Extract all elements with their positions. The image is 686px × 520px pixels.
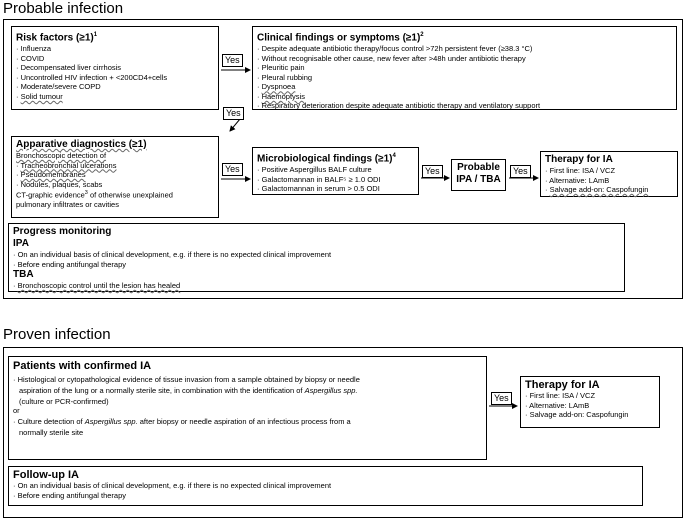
proven-section-title: Proven infection <box>3 326 111 343</box>
therapy-title: Therapy for IA <box>525 379 600 391</box>
or-text: or <box>13 406 20 415</box>
list-item: · Decompensated liver cirrhosis <box>16 63 214 73</box>
list-item: · Pleural rubbing <box>257 73 672 83</box>
list-item: · Influenza <box>16 44 214 54</box>
list-item: · Despite adequate antibiotic therapy/focus control >72h persistent fever (≥38.3 °C) <box>257 44 672 54</box>
list-item: · Nodules, plaques, scabs <box>16 180 214 190</box>
list-item: · Before ending antifungal therapy <box>13 491 638 501</box>
list-item: · Without recognisable other cause, new fever after >48h under antibiotic therapy <box>257 54 672 64</box>
list-item: · Alternative: LAmB <box>525 401 655 411</box>
apparative-diagnostics-box <box>11 136 219 218</box>
list-item: · COVID <box>16 54 214 64</box>
list-item: · Solid tumour <box>16 92 214 102</box>
clinical-findings-title: Clinical findings or symptoms (≥1)$^2$ <box>257 32 424 44</box>
apparative-line: Bronchoscopic detection of <box>16 151 107 160</box>
list-item: · Dyspnoea <box>257 82 672 92</box>
list-item: · Bronchoscopic control until the lesion has healed <box>13 281 620 291</box>
list-item: · Uncontrolled HIV infection + <200CD4+cells <box>16 73 214 83</box>
yes-label-proven: Yes <box>491 392 512 405</box>
progress-monitoring-title: Progress monitoring <box>13 226 112 237</box>
yes-label-3: Yes <box>222 163 243 176</box>
list-item: · Pleuritic pain <box>257 63 672 73</box>
risk-factors-title: Risk factors (≥1)$^1$ <box>16 32 98 44</box>
therapy-box-proven <box>520 376 660 428</box>
list-item: · Haemoptysis <box>257 92 672 102</box>
list-item: · Galactomannan in BALF⁵ ≥ 1.0 ODI <box>257 175 414 185</box>
list-item: · First line: ISA / VCZ <box>525 391 655 401</box>
list-item: · On an individual basis of clinical development, e.g. if there is no expected clinical improvement <box>13 250 620 260</box>
list-item: · Positive Aspergillus BALF culture <box>257 165 414 175</box>
list-item: · Salvage add-on: Caspofungin <box>545 185 673 195</box>
arrow-clinical-to-apparative <box>230 119 240 131</box>
apparative-diagnostics-title: Apparative diagnostics (≥1) <box>16 139 147 150</box>
list-item: · Salvage add-on: Caspofungin <box>525 410 655 420</box>
follow-up-title: Follow-up IA <box>13 469 79 481</box>
yes-label-2: Yes <box>223 107 244 120</box>
therapy-box-probable <box>540 151 678 197</box>
ipa-heading: IPA <box>13 238 29 249</box>
list-item: · Alternative: LAmB <box>545 176 673 186</box>
list-item: · Galactomannan in serum > 0.5 ODI <box>257 184 414 194</box>
clinical-findings-box <box>252 26 677 110</box>
probable-ipa-tba-box <box>451 159 506 191</box>
probable-label: Probable <box>457 162 500 173</box>
ct-evidence-text: CT-graphic evidence$^3$ of otherwise unexplained <box>16 190 173 200</box>
histology-text-2: aspiration of the lung or a normally sterile site, in combination with the identification of Aspergillus spp. <box>19 385 358 395</box>
follow-up-box <box>8 466 643 506</box>
yes-label-5: Yes <box>510 165 531 178</box>
yes-label-1: Yes <box>222 54 243 67</box>
ct-evidence-text-2: pulmonary infiltrates or cavities <box>16 200 119 209</box>
culture-text-1: · Culture detection of Aspergillus spp. after biopsy or needle aspiration of an infectious process from a <box>13 416 351 426</box>
list-item: · First line: ISA / VCZ <box>545 166 673 176</box>
ipa-tba-label: IPA / TBA <box>456 174 501 185</box>
progress-monitoring-box <box>8 223 625 292</box>
microbiological-findings-box <box>252 147 419 195</box>
list-item: · On an individual basis of clinical development, e.g. if there is no expected clinical improvement <box>13 481 638 491</box>
probable-section-title: Probable infection <box>3 0 124 17</box>
tba-heading: TBA <box>13 269 34 280</box>
list-item: · Tracheobronchial ulcerations <box>16 161 214 171</box>
yes-label-4: Yes <box>422 165 443 178</box>
list-item: · Before ending antifungal therapy <box>13 260 620 270</box>
list-item: · Respiratory deterioration despite adequate antibiotic therapy and ventilatory support <box>257 101 672 111</box>
culture-text-2: normally sterile site <box>19 427 84 437</box>
list-item: · Pseudomembranes <box>16 170 214 180</box>
microbiological-findings-title: Microbiological findings (≥1)$^4$ <box>257 153 396 165</box>
risk-factors-box <box>11 26 219 110</box>
patients-confirmed-box <box>8 356 487 460</box>
histology-text-3: (culture or PCR-confirmed) <box>19 396 109 406</box>
patients-confirmed-title: Patients with confirmed IA <box>13 360 152 372</box>
therapy-title: Therapy for IA <box>545 154 613 165</box>
histology-text-1: · Histological or cytopathological evidence of tissue invasion from a sample obtained by biopsy or needle <box>13 375 360 384</box>
list-item: · Moderate/severe COPD <box>16 82 214 92</box>
